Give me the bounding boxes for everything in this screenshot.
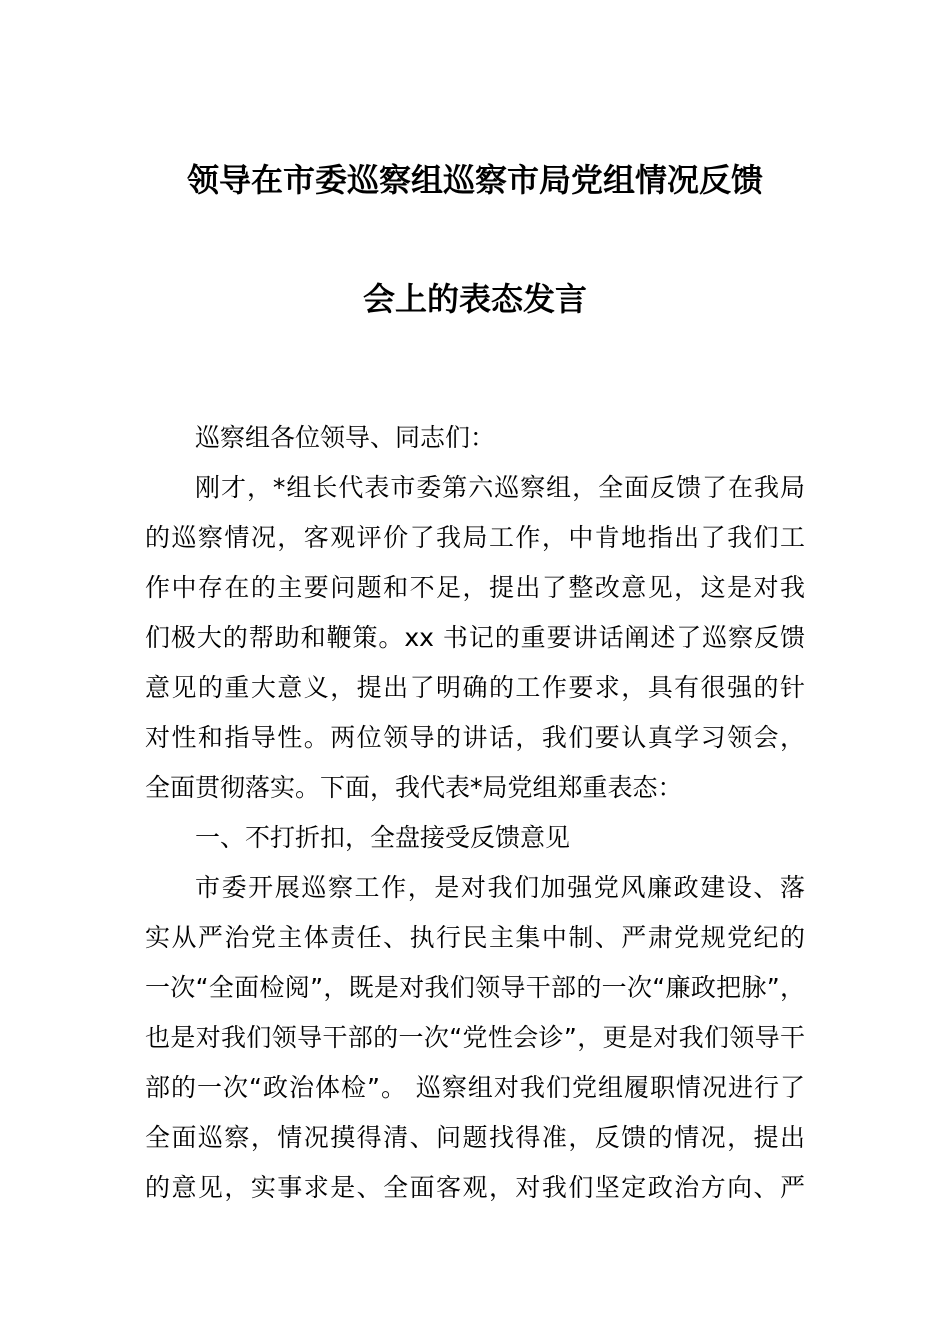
paragraph-2-line-2: 实从严治党主体责任、执行民主集中制、严肃党规党纪的 xyxy=(145,923,805,952)
paragraph-2-line-3: 一次“全面检阅”，既是对我们领导干部的一次“廉政把脉”， xyxy=(145,973,805,1002)
paragraph-2-line-7: 的意见，实事求是、全面客观，对我们坚定政治方向、严 xyxy=(145,1173,805,1202)
paragraph-1-line-6: 对性和指导性。两位领导的讲话，我们要认真学习领会， xyxy=(145,723,805,752)
document-title-line-2: 会上的表态发言 xyxy=(362,280,587,318)
paragraph-2-line-6: 全面巡察，情况摸得清、问题找得准，反馈的情况，提出 xyxy=(145,1123,805,1152)
paragraph-1-line-7: 全面贯彻落实。下面，我代表*局党组郑重表态： xyxy=(145,773,683,802)
paragraph-1-line-4: 们极大的帮助和鞭策。xx 书记的重要讲话阐述了巡察反馈 xyxy=(145,623,805,652)
paragraph-1-line-2: 的巡察情况，客观评价了我局工作，中肯地指出了我们工 xyxy=(145,523,805,552)
paragraph-1-line-1: 刚才，*组长代表市委第六巡察组，全面反馈了在我局 xyxy=(195,473,805,502)
section-1-heading: 一、不打折扣，全盘接受反馈意见 xyxy=(195,823,571,852)
paragraph-2-line-1: 市委开展巡察工作，是对我们加强党风廉政建设、落 xyxy=(195,873,805,902)
paragraph-2-line-4: 也是对我们领导干部的一次“党性会诊”，更是对我们领导干 xyxy=(145,1023,805,1052)
document-title-line-1: 领导在市委巡察组巡察市局党组情况反馈 xyxy=(186,161,763,199)
paragraph-2-line-5: 部的一次“政治体检”。 巡察组对我们党组履职情况进行了 xyxy=(145,1073,805,1102)
paragraph-1-line-3: 作中存在的主要问题和不足，提出了整改意见，这是对我 xyxy=(145,573,805,602)
salutation: 巡察组各位领导、同志们： xyxy=(195,423,496,452)
paragraph-1-line-5: 意见的重大意义，提出了明确的工作要求，具有很强的针 xyxy=(145,673,805,702)
